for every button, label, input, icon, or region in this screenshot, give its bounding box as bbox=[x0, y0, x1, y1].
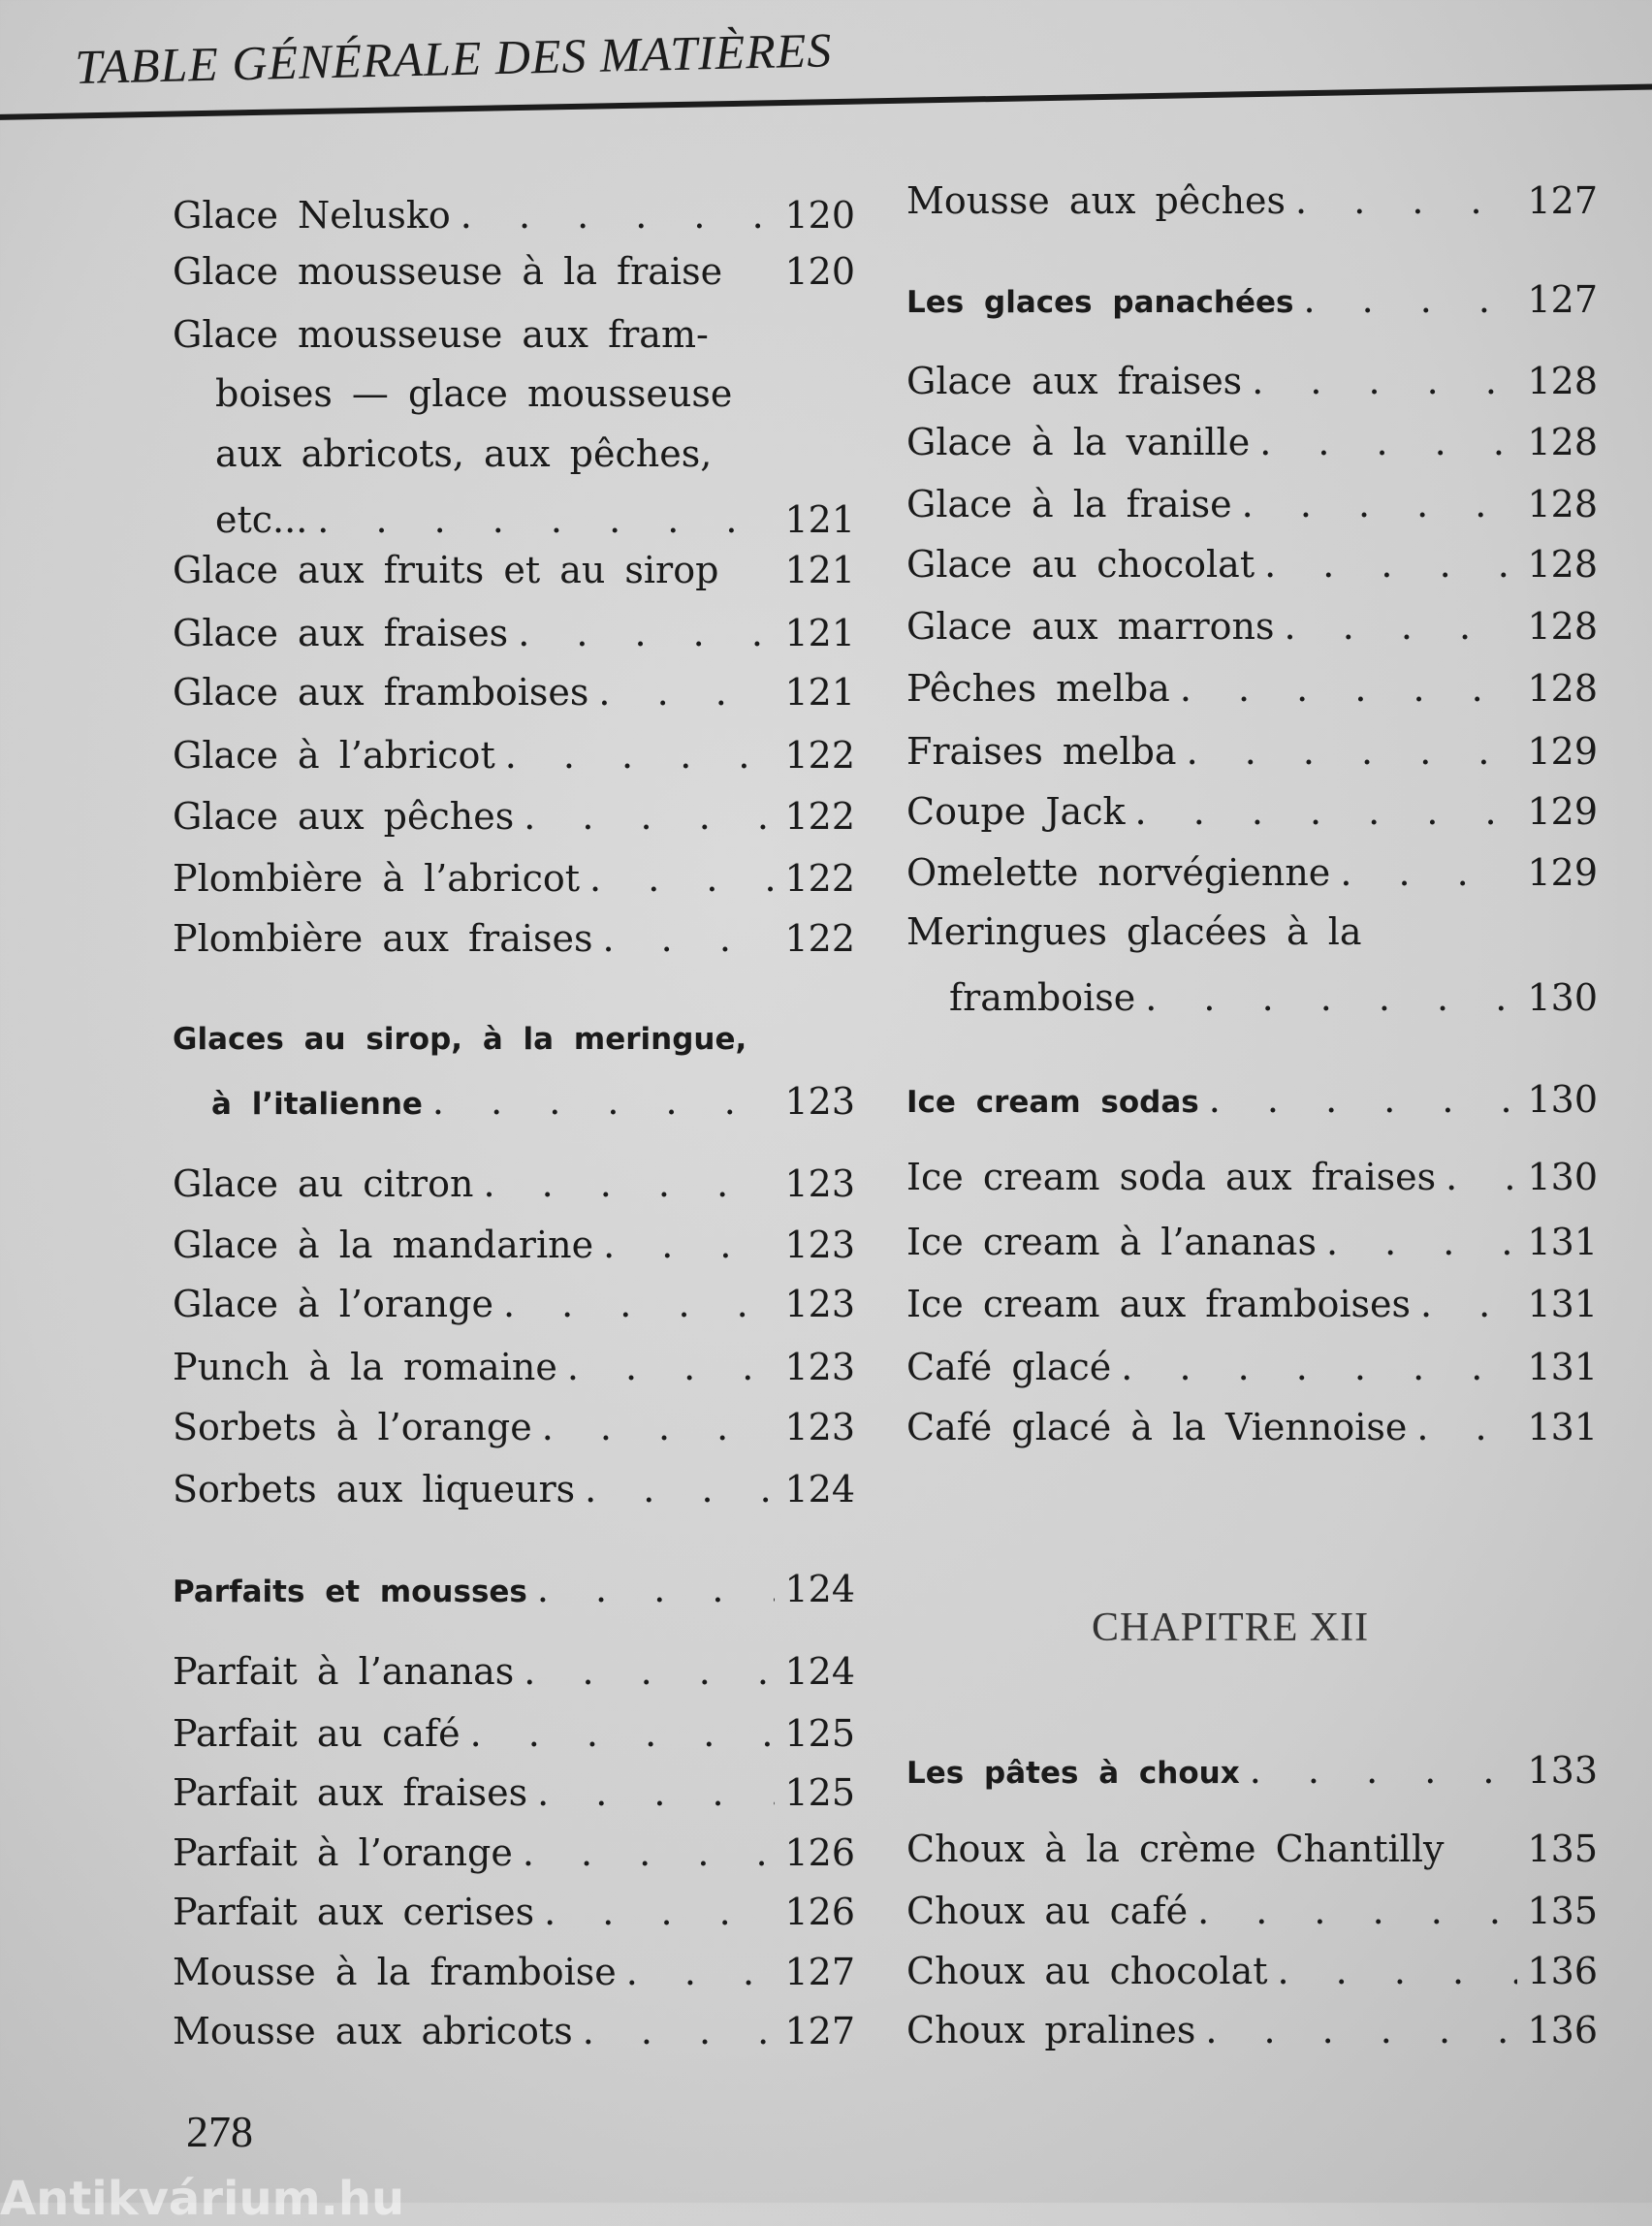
entry-title: Glace aux pêches bbox=[173, 794, 515, 838]
entry-page: 127 bbox=[1527, 179, 1598, 223]
dot-leader bbox=[1135, 787, 1518, 836]
dot-leader bbox=[542, 1403, 776, 1451]
entry-title: Glaces au sirop, à la meringue, bbox=[173, 1022, 747, 1058]
entry-page: 127 bbox=[784, 1951, 855, 1994]
toc-entry bbox=[906, 727, 1598, 776]
entry-page: 122 bbox=[784, 734, 855, 778]
entry-title: Glace aux marrons bbox=[906, 605, 1275, 649]
entry-title: Mousse à la framboise bbox=[173, 1951, 617, 1994]
entry-title: Glace à la fraise bbox=[906, 483, 1232, 526]
entry-title: Glace aux fraises bbox=[173, 612, 509, 655]
entry-title: Meringues glacées à la bbox=[906, 909, 1362, 953]
toc-entry bbox=[173, 546, 855, 594]
entry-page: 124 bbox=[784, 1567, 855, 1610]
entry-title: Coupe Jack bbox=[906, 790, 1126, 834]
dot-leader bbox=[598, 668, 775, 716]
entry-title: Glace à l’orange bbox=[173, 1282, 493, 1325]
toc-entry bbox=[906, 1825, 1598, 1873]
dot-leader bbox=[1145, 973, 1517, 1022]
entry-page: 135 bbox=[1527, 1889, 1598, 1932]
entry-page: 125 bbox=[784, 1711, 855, 1755]
dot-leader bbox=[1242, 480, 1518, 528]
entry-title: Glace aux fruits et au sirop bbox=[173, 549, 719, 592]
dot-leader bbox=[537, 1565, 776, 1613]
entry-page: 129 bbox=[1527, 850, 1598, 894]
entry-title: Choux pralines bbox=[906, 2008, 1196, 2051]
toc-entry bbox=[906, 1153, 1598, 1201]
entry-page: 121 bbox=[784, 612, 855, 655]
toc-entry bbox=[173, 668, 855, 716]
entry-title: Choux au café bbox=[906, 1889, 1189, 1932]
dot-leader bbox=[626, 1948, 776, 1996]
toc-section-heading bbox=[211, 1077, 855, 1126]
dot-leader bbox=[523, 1828, 776, 1877]
entry-title: Parfait aux cerises bbox=[173, 1890, 535, 1933]
entry-title: Glace aux framboises bbox=[173, 671, 589, 715]
entry-page: 123 bbox=[784, 1162, 855, 1206]
dot-leader bbox=[518, 609, 775, 657]
entry-page: 126 bbox=[784, 1890, 855, 1933]
dot-leader bbox=[1250, 1746, 1518, 1795]
entry-title: Parfait à l’orange bbox=[173, 1831, 513, 1875]
entry-page: 130 bbox=[1527, 1156, 1598, 1199]
toc-entry bbox=[906, 1403, 1598, 1451]
watermark: Antikvárium.hu bbox=[0, 2172, 405, 2226]
toc-entry bbox=[173, 1343, 855, 1391]
toc-entry bbox=[173, 1280, 855, 1328]
toc-entry bbox=[906, 2006, 1598, 2054]
entry-page: 124 bbox=[784, 1650, 855, 1694]
dot-leader bbox=[1121, 1343, 1517, 1391]
entry-title: Sorbets à l’orange bbox=[173, 1406, 532, 1449]
dot-leader bbox=[1420, 1280, 1518, 1328]
entry-page: 129 bbox=[1527, 730, 1598, 774]
toc-section-heading bbox=[906, 1075, 1598, 1124]
entry-title: Ice cream sodas bbox=[906, 1085, 1199, 1121]
entry-title: Mousse aux pêches bbox=[906, 179, 1287, 223]
dot-leader bbox=[1295, 176, 1517, 225]
dot-leader bbox=[1416, 1403, 1517, 1451]
dot-leader bbox=[1285, 602, 1518, 651]
toc-section-heading bbox=[173, 1015, 855, 1064]
dot-leader bbox=[1340, 848, 1517, 897]
entry-title: Punch à la romaine bbox=[173, 1345, 557, 1388]
entry-title: Choux au chocolat bbox=[906, 1949, 1268, 1992]
dot-leader bbox=[524, 792, 775, 841]
entry-page: 121 bbox=[784, 549, 855, 592]
dot-leader bbox=[1187, 727, 1518, 776]
toc-entry bbox=[173, 1465, 855, 1513]
dot-leader bbox=[470, 1709, 776, 1758]
toc-entry bbox=[173, 1948, 855, 1996]
entry-title: Glace Nelusko bbox=[173, 193, 451, 237]
toc-entry bbox=[906, 480, 1598, 528]
toc-section-heading bbox=[173, 1565, 855, 1613]
dot-leader bbox=[603, 914, 776, 963]
toc-entry bbox=[906, 418, 1598, 466]
chapter-heading: CHAPITRE XII bbox=[1092, 1606, 1370, 1650]
entry-title: Pêches melba bbox=[906, 666, 1170, 710]
toc-entry bbox=[173, 1647, 855, 1696]
entry-page: 123 bbox=[784, 1223, 855, 1266]
entry-title: Glace à la vanille bbox=[906, 421, 1251, 464]
entry-page: 122 bbox=[784, 916, 855, 960]
dot-leader bbox=[461, 191, 776, 239]
page-number: 278 bbox=[186, 2107, 253, 2156]
toc-entry bbox=[906, 1218, 1598, 1266]
dot-leader bbox=[483, 1160, 775, 1208]
dot-leader bbox=[583, 2007, 776, 2055]
toc-entry bbox=[173, 191, 855, 239]
dot-leader bbox=[589, 854, 775, 903]
toc-entry bbox=[906, 540, 1598, 588]
toc-entry bbox=[173, 2007, 855, 2055]
dot-leader bbox=[567, 1343, 776, 1391]
running-header: TABLE GÉNÉRALE DES MATIÈRES bbox=[74, 22, 833, 95]
entry-title: Omelette norvégienne bbox=[906, 850, 1331, 894]
dot-leader bbox=[432, 1077, 776, 1126]
entry-title: Glace aux fraises bbox=[906, 359, 1243, 402]
entry-page: 133 bbox=[1527, 1748, 1598, 1792]
entry-title: etc... bbox=[215, 498, 308, 542]
toc-entry bbox=[173, 1221, 855, 1269]
entry-page: 120 bbox=[784, 193, 855, 237]
entry-title: Ice cream à l’ananas bbox=[906, 1220, 1317, 1263]
entry-title: Glace à l’abricot bbox=[173, 734, 495, 778]
dot-leader bbox=[603, 1221, 775, 1269]
entry-page: 131 bbox=[1527, 1220, 1598, 1263]
entry-page: 121 bbox=[784, 671, 855, 715]
toc-entry bbox=[173, 854, 855, 903]
toc-entry bbox=[906, 787, 1598, 836]
entry-page: 129 bbox=[1527, 790, 1598, 834]
entry-title: Parfait aux fraises bbox=[173, 1770, 528, 1814]
entry-page: 124 bbox=[784, 1467, 855, 1510]
entry-page: 131 bbox=[1527, 1345, 1598, 1388]
entry-title: Mousse aux abricots bbox=[173, 2010, 573, 2053]
dot-leader bbox=[503, 1280, 776, 1328]
entry-title: Parfait au café bbox=[173, 1711, 461, 1755]
dot-leader bbox=[585, 1465, 775, 1513]
entry-title: Ice cream aux framboises bbox=[906, 1282, 1411, 1325]
entry-title: aux abricots, aux pêches, bbox=[215, 431, 713, 475]
entry-page: 131 bbox=[1527, 1406, 1598, 1449]
toc-entry bbox=[173, 792, 855, 841]
entry-page: 128 bbox=[1527, 421, 1598, 464]
entry-page: 130 bbox=[1527, 975, 1598, 1019]
toc-entry bbox=[906, 907, 1598, 956]
dot-leader bbox=[1303, 275, 1517, 324]
toc-entry bbox=[906, 1947, 1598, 1995]
entry-page: 128 bbox=[1527, 666, 1598, 710]
dot-leader bbox=[317, 495, 775, 544]
entry-page: 121 bbox=[784, 498, 855, 542]
toc-entry bbox=[173, 1160, 855, 1208]
toc-section-heading bbox=[906, 1746, 1598, 1795]
toc-entry bbox=[906, 664, 1598, 713]
dot-leader bbox=[1259, 418, 1517, 466]
toc-entry bbox=[906, 848, 1598, 897]
toc-entry bbox=[173, 731, 855, 779]
toc-entry bbox=[949, 973, 1598, 1022]
entry-page: 128 bbox=[1527, 483, 1598, 526]
toc-entry bbox=[215, 369, 855, 418]
toc-entry bbox=[906, 602, 1598, 651]
entry-page: 128 bbox=[1527, 359, 1598, 402]
entry-title: Plombière aux fraises bbox=[173, 916, 593, 960]
entry-page: 136 bbox=[1527, 2008, 1598, 2051]
toc-entry bbox=[173, 247, 855, 296]
toc-entry bbox=[906, 1280, 1598, 1328]
dot-leader bbox=[524, 1647, 775, 1696]
entry-page: 135 bbox=[1527, 1827, 1598, 1870]
toc-entry bbox=[173, 1888, 855, 1936]
dot-leader bbox=[544, 1888, 775, 1936]
entry-page: 120 bbox=[784, 249, 855, 293]
toc-entry bbox=[173, 914, 855, 963]
dot-leader bbox=[1180, 664, 1518, 713]
entry-page: 123 bbox=[784, 1406, 855, 1449]
toc-entry bbox=[215, 429, 855, 478]
entry-page: 136 bbox=[1527, 1949, 1598, 1992]
entry-page: 126 bbox=[784, 1831, 855, 1875]
toc-entry bbox=[906, 176, 1598, 225]
dot-leader bbox=[1278, 1947, 1518, 1995]
dot-leader bbox=[1446, 1153, 1517, 1201]
entry-title: Les pâtes à choux bbox=[906, 1755, 1240, 1791]
entry-title: à l’italienne bbox=[211, 1086, 423, 1122]
entry-title: Ice cream soda aux fraises bbox=[906, 1156, 1437, 1199]
dot-leader bbox=[505, 731, 776, 779]
entry-page: 128 bbox=[1527, 543, 1598, 587]
entry-title: Glace à la mandarine bbox=[173, 1223, 594, 1266]
toc-entry bbox=[906, 1343, 1598, 1391]
dot-leader bbox=[1205, 2006, 1517, 2054]
entry-title: Café glacé à la Viennoise bbox=[906, 1406, 1408, 1449]
entry-title: Sorbets aux liqueurs bbox=[173, 1467, 576, 1510]
dot-leader bbox=[1252, 357, 1517, 405]
toc-entry bbox=[173, 609, 855, 657]
entry-title: Parfait à l’ananas bbox=[173, 1650, 515, 1694]
toc-entry bbox=[906, 357, 1598, 405]
entry-page: 128 bbox=[1527, 605, 1598, 649]
entry-title: boises — glace mousseuse bbox=[215, 371, 733, 415]
entry-title: Glace mousseuse à la fraise bbox=[173, 249, 723, 293]
toc-entry bbox=[173, 310, 855, 359]
entry-title: Les glaces panachées bbox=[906, 284, 1294, 320]
dot-leader bbox=[1209, 1075, 1518, 1124]
toc-entry bbox=[173, 1709, 855, 1758]
entry-page: 130 bbox=[1527, 1078, 1598, 1122]
dot-leader bbox=[1326, 1218, 1518, 1266]
entry-title: Choux à la crème Chantilly bbox=[906, 1827, 1445, 1870]
entry-title: Parfaits et mousses bbox=[173, 1574, 527, 1609]
toc-entry bbox=[173, 1403, 855, 1451]
entry-title: Glace au citron bbox=[173, 1162, 474, 1206]
entry-page: 131 bbox=[1527, 1282, 1598, 1325]
toc-entry bbox=[215, 495, 855, 544]
entry-title: framboise bbox=[949, 975, 1136, 1019]
toc-entry bbox=[906, 1887, 1598, 1935]
toc-entry bbox=[173, 1828, 855, 1877]
entry-page: 127 bbox=[1527, 277, 1598, 321]
entry-title: Glace au chocolat bbox=[906, 543, 1255, 587]
dot-leader bbox=[1264, 540, 1517, 588]
entry-title: Glace mousseuse aux fram- bbox=[173, 312, 709, 356]
entry-page: 123 bbox=[784, 1282, 855, 1325]
entry-title: Fraises melba bbox=[906, 730, 1177, 774]
toc-section-heading bbox=[906, 275, 1598, 324]
dot-leader bbox=[537, 1768, 775, 1817]
entry-title: Café glacé bbox=[906, 1345, 1112, 1388]
dot-leader bbox=[1197, 1887, 1517, 1935]
entry-page: 122 bbox=[784, 794, 855, 838]
entry-title: Plombière à l’abricot bbox=[173, 856, 581, 900]
entry-page: 127 bbox=[784, 2010, 855, 2053]
entry-page: 123 bbox=[784, 1345, 855, 1388]
entry-page: 125 bbox=[784, 1770, 855, 1814]
entry-page: 122 bbox=[784, 856, 855, 900]
entry-page: 123 bbox=[784, 1079, 855, 1123]
toc-entry bbox=[173, 1768, 855, 1817]
